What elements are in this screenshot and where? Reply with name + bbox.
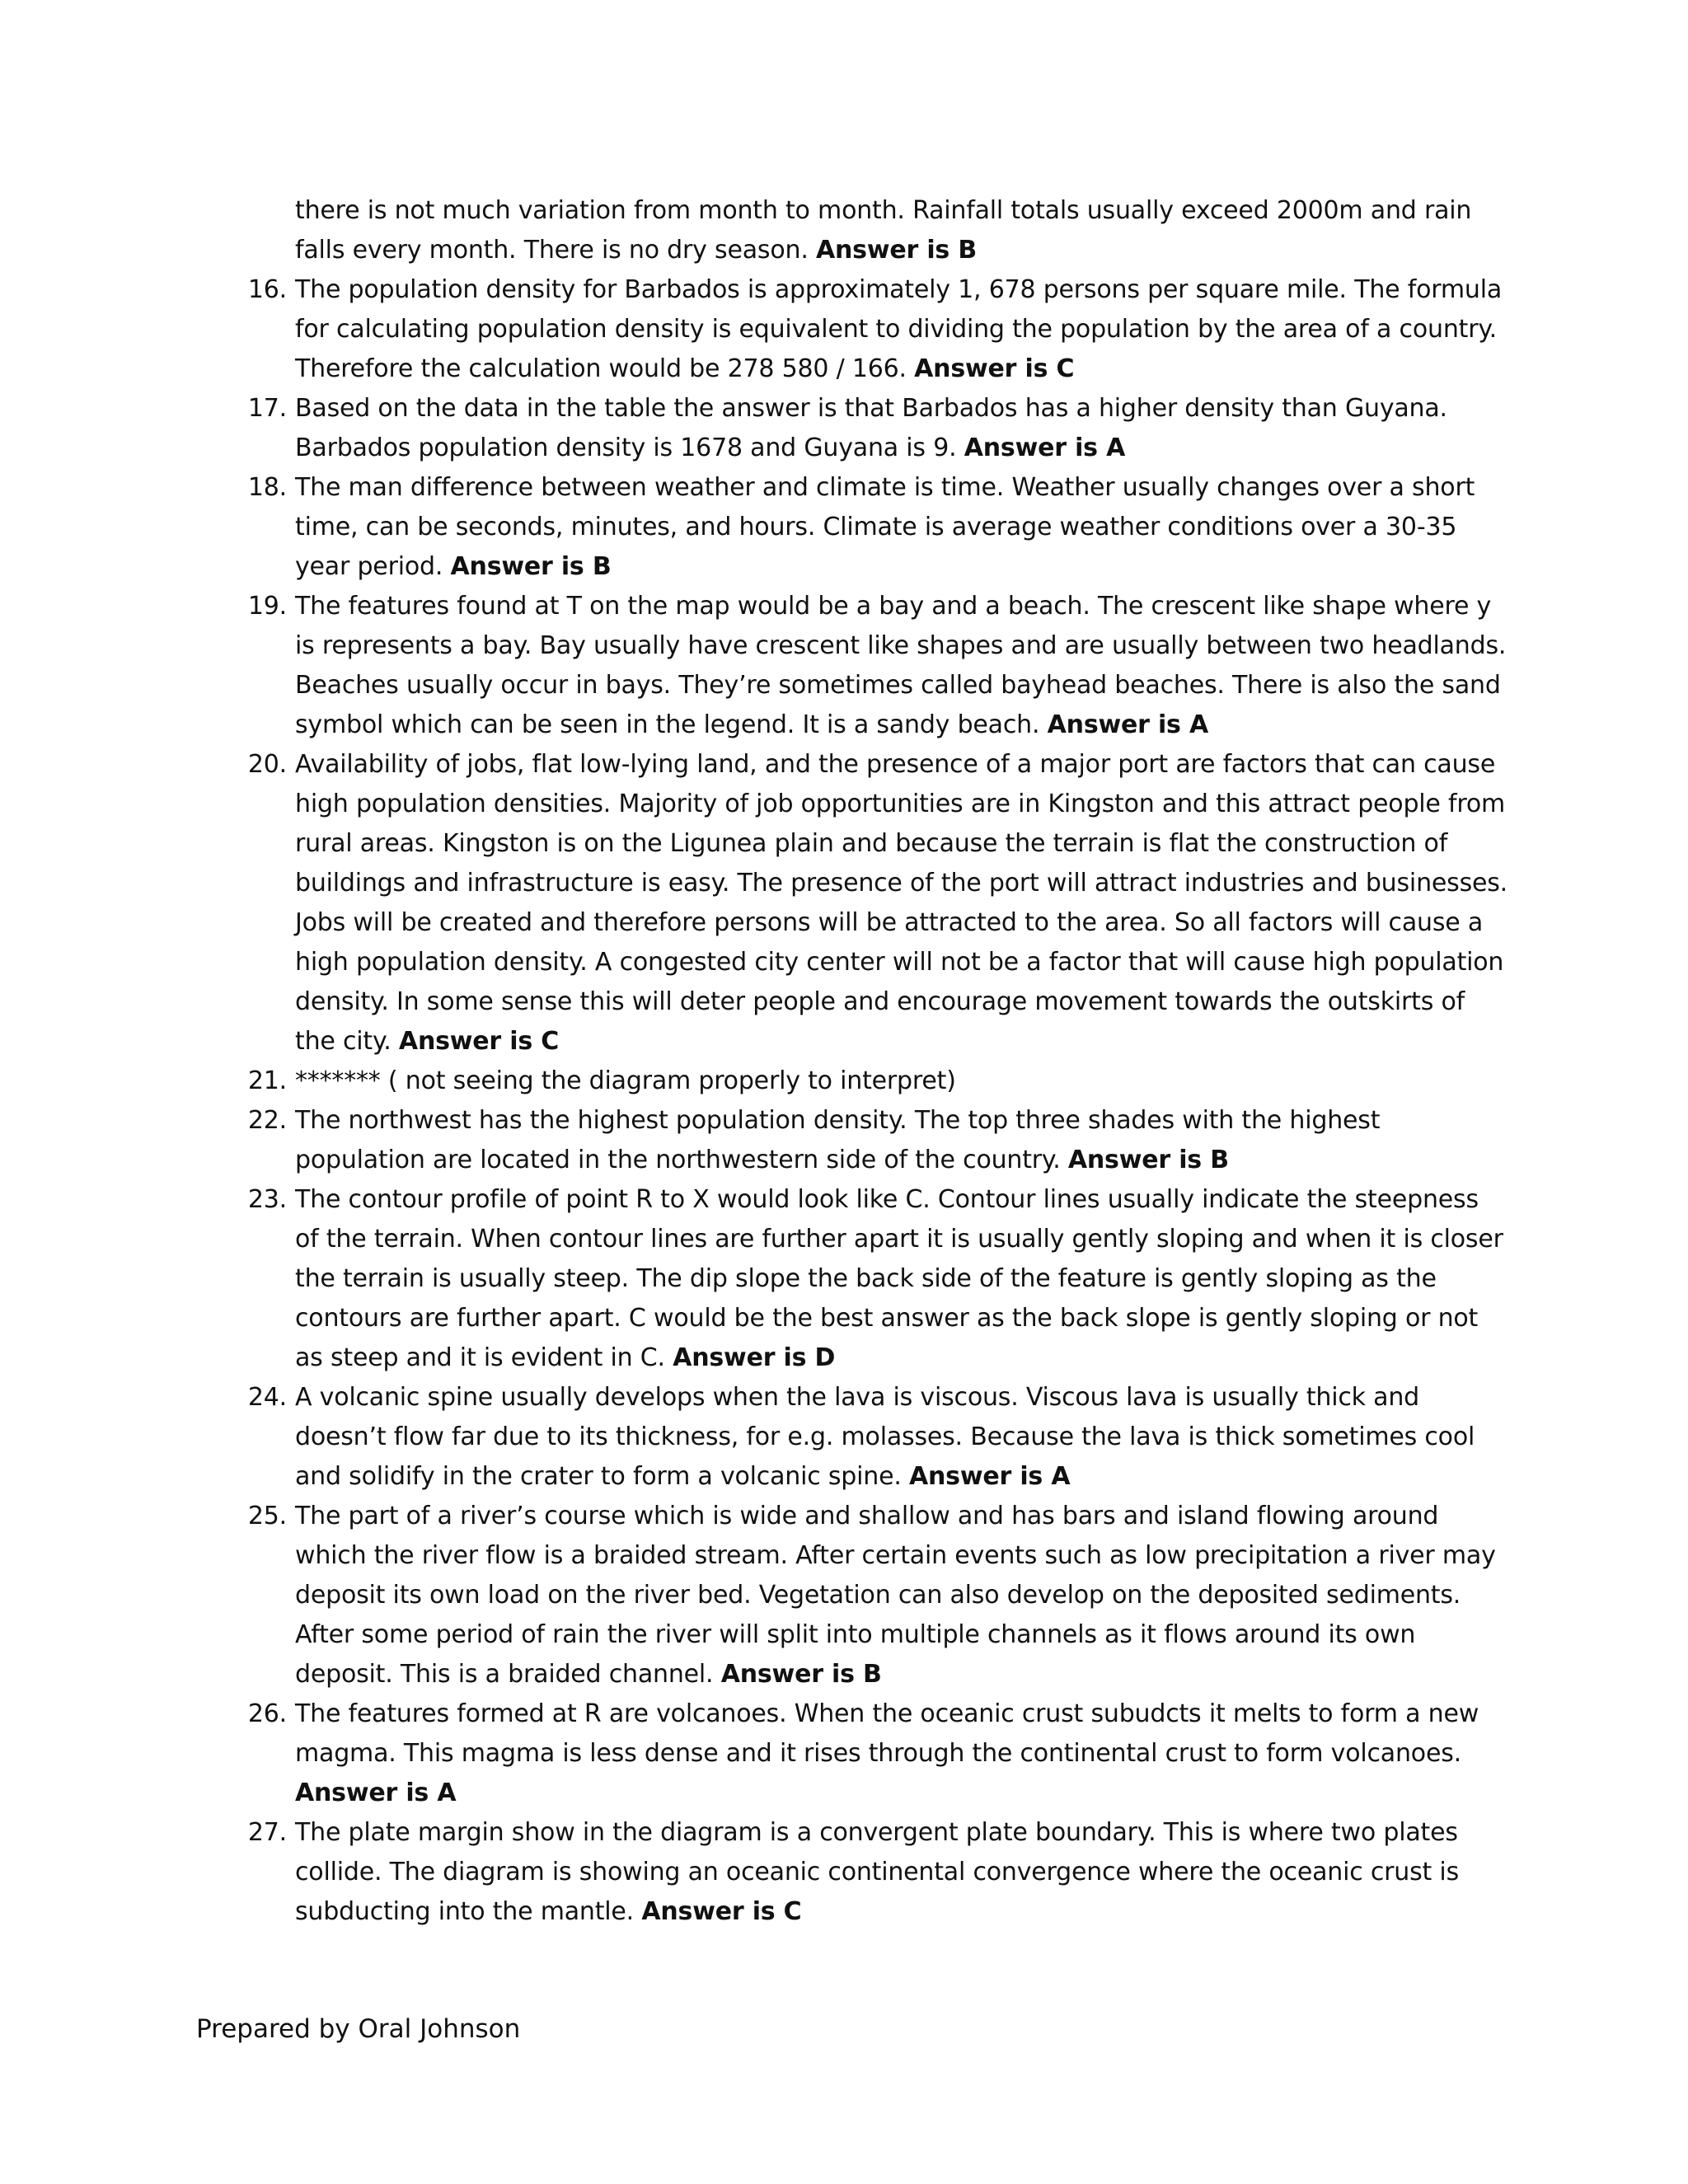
item-text: ******* ( not seeing the diagram properly to interpret): [295, 1066, 956, 1095]
item-number: 24.: [247, 1383, 287, 1412]
list-item: [239, 1378, 1508, 1497]
item-text: Based on the data in the table the answer is that Barbados has a higher density than Guyana. Barbados population density is 1678 and Guyana is 9.: [295, 394, 1447, 462]
answer-list: [239, 191, 1508, 1932]
item-text: there is not much variation from month to month. Rainfall totals usually exceed 2000m and rain falls every month. There is no dry season.: [295, 196, 1472, 265]
item-text: The contour profile of point R to X would look like C. Contour lines usually indicate the steepness of the terrain. When contour lines are further apart it is usually gently sloping and when it is closer the terrain is usually steep. The dip slope the back side of the feature is gently sloping as the contours are further apart. C would be the best answer as the back slope is gently sloping or not as steep and it is evident in C.: [295, 1185, 1503, 1372]
item-text: The northwest has the highest population density. The top three shades with the highest population are located in the northwestern side of the country.: [295, 1106, 1381, 1174]
item-text: The features formed at R are volcanoes. When the oceanic crust subudcts it melts to form a new magma. This magma is less dense and it rises through the continental crust to form volcanoes.: [295, 1699, 1479, 1768]
item-number: 22.: [247, 1106, 287, 1135]
answer-label: Answer is D: [673, 1343, 836, 1372]
page-footer: Prepared by Oral Johnson: [196, 2014, 521, 2044]
item-number: 19.: [247, 592, 287, 621]
continuation-paragraph: [239, 191, 1508, 270]
item-number: 20.: [247, 750, 287, 779]
item-text: The part of a river’s course which is wide and shallow and has bars and island flowing around which the river flow is a braided stream. After certain events such as low precipitation a river may deposit its own load on the river bed. Vegetation can also develop on the deposited sediments. After some period of rain the river will split into multiple channels as it flows around its own deposit. This is a braided channel.: [295, 1502, 1496, 1689]
item-text: The plate margin show in the diagram is a convergent plate boundary. This is where two plates collide. The diagram is showing an oceanic continental convergence where the oceanic crust is subducting into the mantle.: [295, 1818, 1459, 1926]
answer-label: Answer is C: [398, 1027, 560, 1056]
item-number: 16.: [247, 275, 287, 304]
item-number: 27.: [247, 1818, 287, 1847]
answer-label: Answer is A: [909, 1462, 1071, 1491]
list-item: [239, 468, 1508, 587]
item-text: The features found at T on the map would be a bay and a beach. The crescent like shape where y is represents a bay. Bay usually have crescent like shapes and are usually between two headlands. Beaches usually occur in bays. They’re sometimes called bayhead beaches. There is also the sand symbol which can be seen in the legend. It is a sandy beach.: [295, 592, 1507, 739]
list-item: [239, 389, 1508, 468]
list-item: [239, 270, 1508, 389]
item-number: 17.: [247, 394, 287, 423]
answer-label: Answer is A: [1047, 710, 1208, 739]
answer-label: Answer is B: [816, 236, 977, 265]
item-text: The man difference between weather and climate is time. Weather usually changes over a short time, can be seconds, minutes, and hours. Climate is average weather conditions over a 30-35 year period.: [295, 473, 1475, 581]
list-item: [239, 1101, 1508, 1180]
list-item: [239, 587, 1508, 745]
item-number: 25.: [247, 1502, 287, 1530]
item-text: A volcanic spine usually develops when the lava is viscous. Viscous lava is usually thick and doesn’t flow far due to its thickness, for e.g. molasses. Because the lava is thick sometimes cool and solidify in the crater to form a volcanic spine.: [295, 1383, 1475, 1491]
answer-label: Answer is C: [641, 1897, 802, 1926]
item-number: 23.: [247, 1185, 287, 1214]
list-item: [239, 745, 1508, 1062]
item-number: 18.: [247, 473, 287, 502]
item-number: 26.: [247, 1699, 287, 1728]
answer-label: Answer is A: [295, 1779, 457, 1807]
answer-label: Answer is C: [914, 354, 1075, 383]
list-item: [239, 1694, 1508, 1813]
answer-label: Answer is B: [1067, 1146, 1229, 1174]
item-number: 21.: [247, 1066, 287, 1095]
answer-label: Answer is B: [720, 1660, 882, 1689]
item-text: Availability of jobs, flat low-lying land, and the presence of a major port are factors that can cause high population densities. Majority of job opportunities are in Kingston and this attract people from rural areas. Kingston is on the Ligunea plain and because the terrain is flat the construction of buildings and infrastructure is easy. The presence of the port will attract industries and businesses. Jobs will be created and therefore persons will be attracted to the area. So all factors will cause a high population density. A congested city center will not be a factor that will cause high population density. In some sense this will deter people and encourage movement towards the outskirts of the city.: [295, 750, 1508, 1056]
list-item: [239, 1813, 1508, 1932]
list-item: [239, 1180, 1508, 1378]
list-item: [239, 1062, 1508, 1101]
list-item: [239, 1497, 1508, 1694]
answer-label: Answer is A: [964, 434, 1126, 462]
item-text: The population density for Barbados is approximately 1, 678 persons per square mile. The formula for calculating population density is equivalent to dividing the population by the area of a country. Therefore the calculation would be 278 580 / 166.: [295, 275, 1503, 383]
answer-label: Answer is B: [450, 552, 612, 581]
